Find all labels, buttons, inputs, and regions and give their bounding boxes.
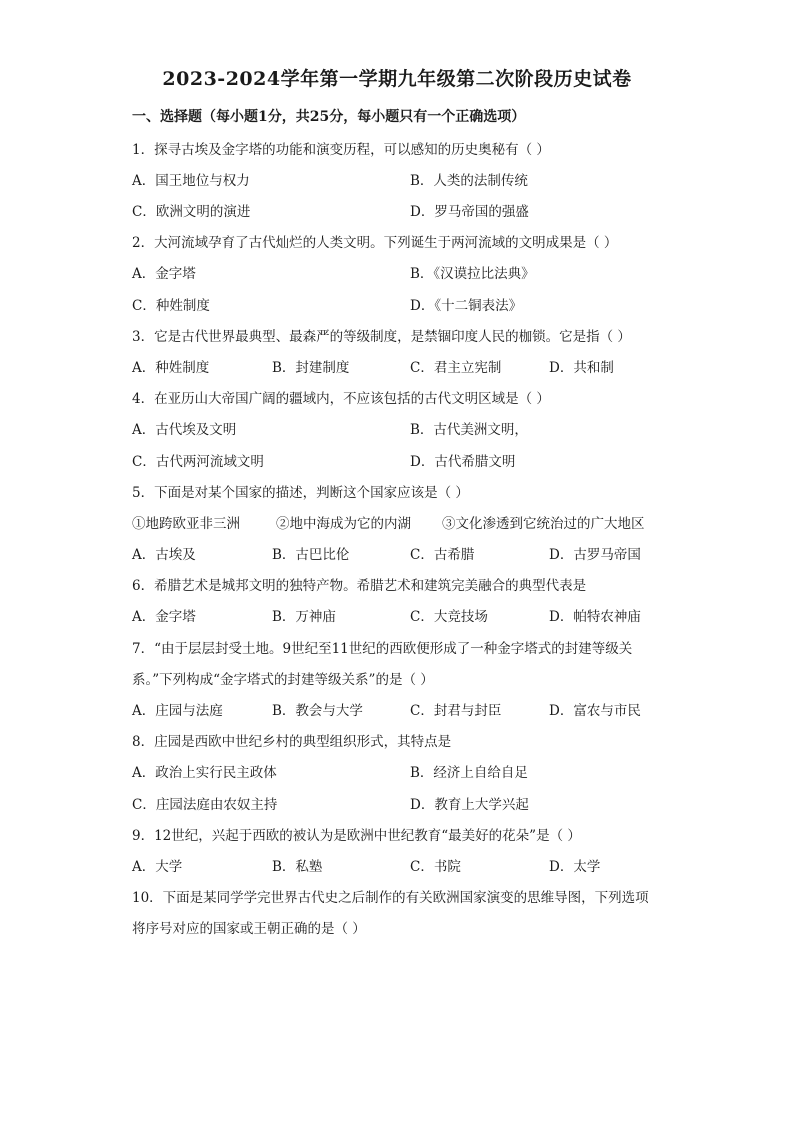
q6-option-a: A．金字塔	[132, 609, 196, 625]
question-5-stem: 5．下面是对某个国家的描述，判断这个国家应该是（ ）	[132, 485, 469, 501]
exam-title: 2023-2024学年第一学期九年级第二次阶段历史试卷	[162, 68, 632, 90]
q7-option-a: A．庄园与法庭	[132, 703, 223, 719]
q8-option-b: B．经济上自给自足	[410, 765, 528, 781]
question-2-stem: 2．大河流域孕育了古代灿烂的人类文明。下列诞生于两河流域的文明成果是（ ）	[132, 235, 618, 251]
question-7-stem-line-1: 7．“由于层层封受土地。9世纪至11世纪的西欧便形成了一种金字塔式的封建等级关	[132, 641, 633, 657]
q5-option-d: D．古罗马帝国	[549, 547, 641, 563]
q6-option-d: D．帕特农神庙	[549, 609, 641, 625]
q4-option-b: B．古代美洲文明，	[410, 422, 528, 438]
q9-option-a: A．大学	[132, 859, 183, 875]
q5-option-c: C．古希腊	[410, 547, 475, 563]
q4-option-c: C．古代两河流域文明	[132, 454, 264, 470]
q2-option-c: C．种姓制度	[132, 298, 210, 314]
q9-option-d: D．太学	[549, 859, 601, 875]
q1-option-a: A．国王地位与权力	[132, 173, 250, 189]
q7-option-c: C．封君与封臣	[410, 703, 502, 719]
question-3-stem: 3．它是古代世界最典型、最森严的等级制度，是禁锢印度人民的枷锁。它是指（ ）	[132, 329, 631, 345]
question-6-stem: 6．希腊艺术是城邦文明的独特产物。希腊艺术和建筑完美融合的典型代表是	[132, 578, 587, 594]
question-10-stem-line-1: 10．下面是某同学学完世界古代史之后制作的有关欧洲国家演变的思维导图，下列选项	[132, 890, 649, 906]
q7-option-b: B．教会与大学	[272, 703, 363, 719]
q7-option-d: D．富农与市民	[549, 703, 641, 719]
q8-option-d: D．教育上大学兴起	[410, 797, 529, 813]
q1-option-b: B．人类的法制传统	[410, 173, 528, 189]
q3-option-a: A．种姓制度	[132, 360, 210, 376]
q5-clue-2: ②地中海成为它的内湖	[276, 516, 411, 532]
q2-option-a: A．金字塔	[132, 266, 196, 282]
q5-option-b: B．古巴比伦	[272, 547, 350, 563]
q4-option-d: D．古代希腊文明	[410, 454, 516, 470]
q4-option-a: A．古代埃及文明	[132, 422, 237, 438]
q3-option-d: D．共和制	[549, 360, 614, 376]
section-heading: 一、选择题（每小题1分，共25分，每小题只有一个正确选项）	[132, 109, 526, 125]
q5-clue-3: ③文化渗透到它统治过的广大地区	[442, 516, 645, 532]
question-9-stem: 9．12世纪，兴起于西欧的被认为是欧洲中世纪教育“最美好的花朵”是（ ）	[132, 828, 581, 844]
question-8-stem: 8．庄园是西欧中世纪乡村的典型组织形式，其特点是	[132, 734, 452, 750]
q6-option-c: C．大竞技场	[410, 609, 488, 625]
q8-option-c: C．庄园法庭由农奴主持	[132, 797, 278, 813]
q1-option-d: D．罗马帝国的强盛	[410, 204, 529, 220]
q5-option-a: A．古埃及	[132, 547, 196, 563]
q1-option-c: C．欧洲文明的演进	[132, 204, 251, 220]
q8-option-a: A．政治上实行民主政体	[132, 765, 277, 781]
question-1-stem: 1．探寻古埃及金字塔的功能和演变历程，可以感知的历史奥秘有（ ）	[132, 142, 550, 158]
question-7-stem-line-2: 系。”下列构成“金字塔式的封建等级关系”的是（ ）	[132, 672, 434, 688]
q6-option-b: B．万神庙	[272, 609, 336, 625]
q9-option-c: C．书院	[410, 859, 461, 875]
q9-option-b: B．私塾	[272, 859, 323, 875]
q5-clue-1: ①地跨欧亚非三洲	[132, 516, 240, 532]
question-10-stem-line-2: 将序号对应的国家或王朝正确的是（ ）	[132, 921, 366, 937]
question-4-stem: 4．在亚历山大帝国广阔的疆域内，不应该包括的古代文明区域是（ ）	[132, 391, 550, 407]
q3-option-c: C．君主立宪制	[410, 360, 502, 376]
q2-option-d: D．《十二铜表法》	[410, 298, 523, 314]
q2-option-b: B．《汉谟拉比法典》	[410, 266, 535, 282]
q3-option-b: B．封建制度	[272, 360, 350, 376]
